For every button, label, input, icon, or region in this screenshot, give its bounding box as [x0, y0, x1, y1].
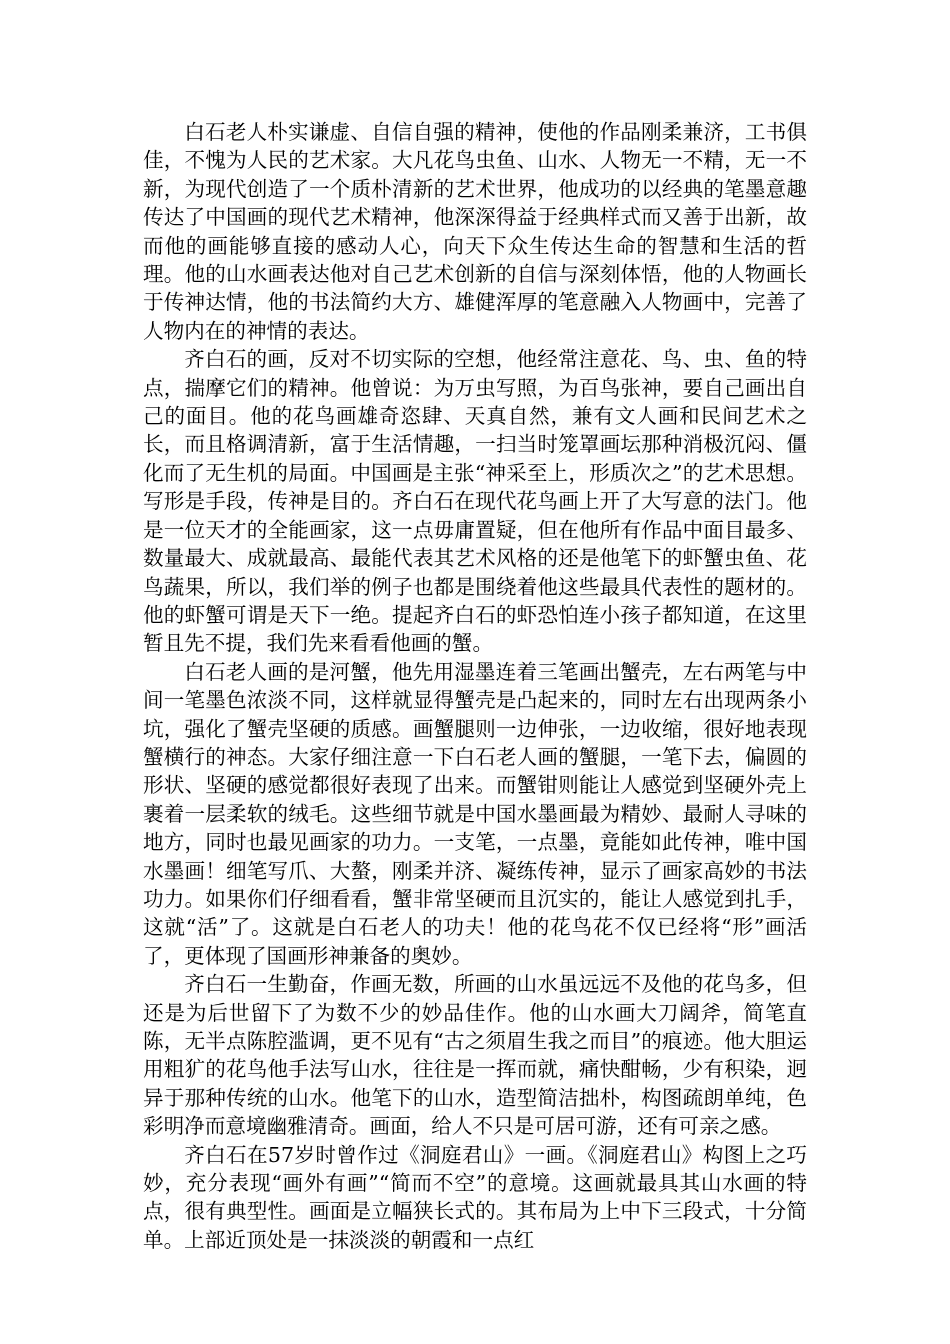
paragraph-5: 齐白石在57岁时曾作过《洞庭君山》一画。《洞庭君山》构图上之巧妙，充分表现“画外有画”“简而不空”的意境。这画就最具其山水画的特点，很有典型性。画面是立幅狭长式的。其布局为上中下三段式，十分简单。上部近顶处是一抹淡淡的朝霞和一点红: [143, 1142, 807, 1252]
paragraph-4: 齐白石一生勤奋，作画无数，所画的山水虽远远不及他的花鸟多，但还是为后世留下了为数不少的妙品佳作。他的山水画大刀阔斧，简笔直陈，无半点陈腔滥调，更不见有“古之须眉生我之而目”的痕迹。他大胆运用粗犷的花鸟他手法写山水，往往是一挥而就，痛快酣畅，少有积染，迥异于那种传统的山水。他笔下的山水，造型简洁拙朴，构图疏朗单纯，色彩明净而意境幽雅清奇。画面，给人不只是可居可游，还有可亲之感。: [143, 972, 807, 1139]
document-body: [143, 118, 807, 1254]
paragraph-3: 白石老人画的是河蟹，他先用湿墨连着三笔画出蟹壳，左右两笔与中间一笔墨色浓淡不同，这样就显得蟹壳是凸起来的，同时左右出现两条小坑，强化了蟹壳坚硬的质感。画蟹腿则一边伸张，一边收缩，很好地表现蟹横行的神态。大家仔细注意一下白石老人画的蟹腿，一笔下去，偏圆的形状、坚硬的感觉都很好表现了出来。而蟹钳则能让人感觉到坚硬外壳上裹着一层柔软的绒毛。这些细节就是中国水墨画最为精妙、最耐人寻味的地方，同时也最见画家的功力。一支笔，一点墨，竟能如此传神，唯中国水墨画！细笔写爪、大螯，刚柔并济、凝练传神，显示了画家高妙的书法功力。如果你们仔细看看，蟹非常坚硬而且沉实的，能让人感觉到扎手，这就“活”了。这就是白石老人的功夫！他的花鸟花不仅已经将“形”画活了，更体现了国画形神兼备的奥妙。: [143, 659, 807, 968]
paragraph-1: 白石老人朴实谦虚、自信自强的精神，使他的作品刚柔兼济，工书俱佳，不愧为人民的艺术家。大凡花鸟虫鱼、山水、人物无一不精，无一不新，为现代创造了一个质朴清新的艺术世界，他成功的以经典的笔墨意趣传达了中国画的现代艺术精神，他深深得益于经典样式而又善于出新，故而他的画能够直接的感动人心，向天下众生传达生命的智慧和生活的哲理。他的山水画表达他对自己艺术创新的自信与深刻体悟，他的人物画长于传神达情，他的书法简约大方、雄健浑厚的笔意融入人物画中，完善了人物内在的神情的表达。: [143, 120, 807, 343]
paragraph-2: 齐白石的画，反对不切实际的空想，他经常注意花、鸟、虫、鱼的特点，揣摩它们的精神。他曾说：为万虫写照，为百鸟张神，要自己画出自己的面目。他的花鸟画雄奇恣肆、天真自然，兼有文人画和民间艺术之长，而且格调清新，富于生活情趣，一扫当时笼罩画坛那种消极沉闷、僵化而了无生机的局面。中国画是主张“神采至上，形质次之”的艺术思想。写形是手段，传神是目的。齐白石在现代花鸟画上开了大写意的法门。他是一位天才的全能画家，这一点毋庸置疑，但在他所有作品中面目最多、数量最大、成就最高、最能代表其艺术风格的还是他笔下的虾蟹虫鱼、花鸟蔬果，所以，我们举的例子也都是围绕着他这些最具代表性的题材的。他的虾蟹可谓是天下一绝。提起齐白石的虾恐怕连小孩子都知道，在这里暂且先不提，我们先来看看他画的蟹。: [143, 347, 807, 656]
